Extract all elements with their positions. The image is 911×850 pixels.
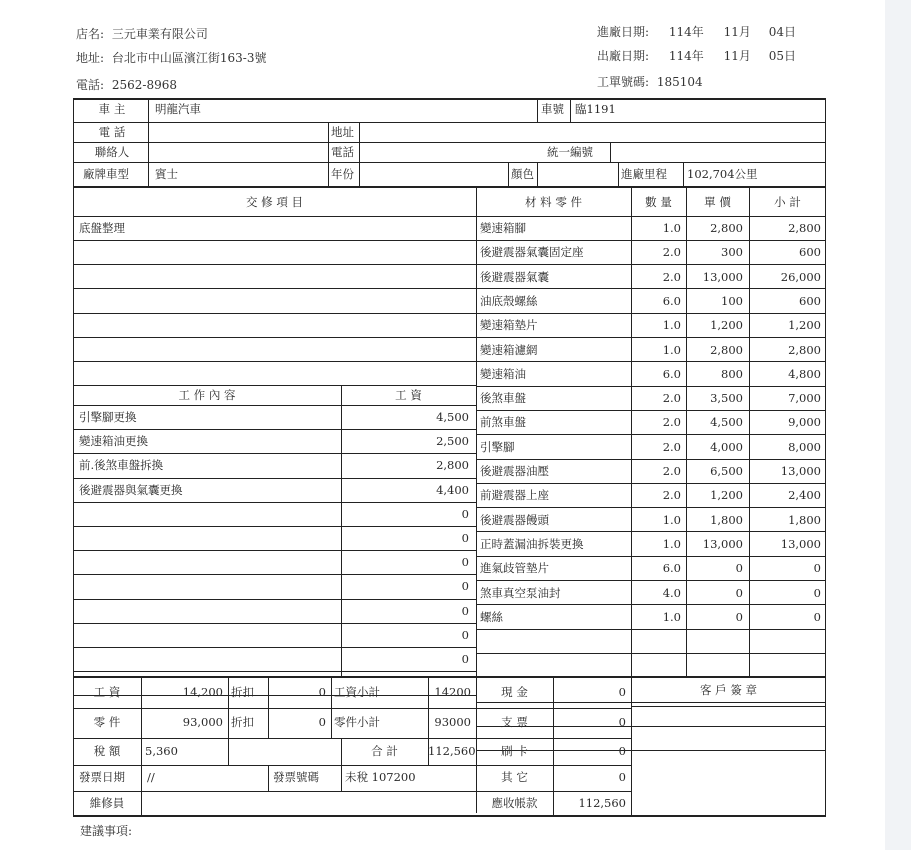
grid-line xyxy=(73,313,476,314)
grid-line xyxy=(73,429,476,430)
part-qty: 1.0 xyxy=(662,318,681,333)
part-price: 1,800 xyxy=(710,512,743,527)
part-qty: 2.0 xyxy=(662,464,681,478)
repair-item: 底盤整理 xyxy=(79,221,125,235)
other-label: 其 它 xyxy=(501,770,528,784)
part-price: 2,800 xyxy=(710,342,743,357)
work-wage: 0 xyxy=(461,603,469,618)
part-price: 6,500 xyxy=(710,464,743,478)
grid-line xyxy=(476,483,826,484)
work-desc: 前.後煞車盤拆換 xyxy=(79,458,164,473)
wage-sub-label: 工資小計 xyxy=(334,685,380,699)
grid-line xyxy=(73,502,476,503)
shop-name-line xyxy=(76,25,208,42)
grid-line xyxy=(73,288,476,289)
grid-line xyxy=(73,337,476,338)
grid-line xyxy=(73,574,476,575)
parts-total: 93,000 xyxy=(182,715,223,729)
part-subtotal: 600 xyxy=(799,245,821,260)
wage-sub: 14200 xyxy=(434,685,471,699)
part-subtotal: 26,000 xyxy=(780,269,821,284)
part-subtotal: 7,000 xyxy=(788,391,821,406)
grid-line xyxy=(73,647,476,648)
out-date-line xyxy=(597,47,796,64)
grid-line xyxy=(268,676,269,738)
in-date-month: 11月 xyxy=(723,25,751,39)
grid-line xyxy=(476,288,826,289)
work-wage: 2,500 xyxy=(436,434,469,449)
part-name: 前煞車盤 xyxy=(480,415,526,430)
grid-line xyxy=(73,765,476,766)
part-price: 300 xyxy=(721,245,743,260)
work-wage: 4,500 xyxy=(436,410,469,424)
part-qty: 2.0 xyxy=(662,488,681,503)
phone2-label: 電話 xyxy=(331,145,354,159)
year-label: 年份 xyxy=(331,167,354,181)
grid-line xyxy=(537,98,538,122)
shop-phone-line xyxy=(76,76,177,93)
parts-header: 材 料 零 件 xyxy=(525,195,582,209)
order-no: 185104 xyxy=(656,75,703,89)
grid-line xyxy=(476,604,826,605)
part-subtotal: 2,400 xyxy=(788,488,821,503)
part-subtotal: 0 xyxy=(813,561,821,576)
grid-line xyxy=(476,629,826,630)
part-subtotal: 2,800 xyxy=(788,342,821,357)
grid-line xyxy=(228,676,229,765)
card-label: 刷 卡 xyxy=(501,744,528,758)
part-price: 100 xyxy=(721,293,743,308)
check-value: 0 xyxy=(618,715,626,729)
repair-order-form xyxy=(73,98,826,816)
in-date-year: 114年 xyxy=(668,25,704,39)
work-wage: 4,400 xyxy=(436,482,469,497)
part-qty: 2.0 xyxy=(662,391,681,406)
out-date-label: 出廠日期: xyxy=(597,49,650,63)
grid-line xyxy=(73,142,826,143)
grid-line xyxy=(631,706,826,707)
part-name: 進氣歧管墊片 xyxy=(480,561,549,576)
out-date-year: 114年 xyxy=(668,49,704,63)
other-value: 0 xyxy=(618,770,626,784)
order-no-label: 工單號碼: xyxy=(597,75,650,89)
part-name: 變速箱腳 xyxy=(480,221,526,235)
invoice-no-label: 發票號碼 xyxy=(273,770,319,784)
invoice-date-label: 發票日期 xyxy=(79,770,125,784)
phone-label: 電 話 xyxy=(98,125,126,139)
part-name: 變速箱墊片 xyxy=(480,318,538,333)
invoice-no: 未稅 107200 xyxy=(345,770,416,784)
grid-line xyxy=(148,98,149,186)
part-qty: 1.0 xyxy=(662,536,681,551)
grid-line xyxy=(618,162,619,186)
wage-header: 工 資 xyxy=(395,388,422,402)
grid-line xyxy=(683,162,684,186)
part-price: 13,000 xyxy=(702,536,743,551)
part-name: 變速箱油 xyxy=(480,366,526,381)
work-wage: 0 xyxy=(461,555,469,570)
out-date-month: 11月 xyxy=(723,49,751,63)
part-qty: 4.0 xyxy=(662,585,681,600)
part-qty: 2.0 xyxy=(662,245,681,260)
parts-sub: 93000 xyxy=(434,715,471,729)
grid-line xyxy=(73,122,826,123)
grid-line xyxy=(73,815,826,817)
page-edge-strip xyxy=(885,0,911,850)
grid-line xyxy=(631,676,632,815)
grid-line xyxy=(476,702,826,703)
part-name: 變速箱濾網 xyxy=(480,342,538,357)
work-header: 工 作 內 容 xyxy=(178,388,236,402)
work-desc: 變速箱油更換 xyxy=(79,434,148,449)
grid-line xyxy=(476,531,826,532)
parts-discount: 0 xyxy=(318,715,326,729)
grid-line xyxy=(73,264,476,265)
grid-line xyxy=(73,599,476,600)
cash-value: 0 xyxy=(618,685,626,699)
qty-header: 數 量 xyxy=(645,195,672,209)
owner-value: 明龍汽車 xyxy=(155,102,201,116)
receivable-value: 112,560 xyxy=(578,796,626,810)
grid-line xyxy=(341,765,342,791)
out-date-day: 05日 xyxy=(768,49,796,63)
wage-total: 14,200 xyxy=(182,685,223,699)
address-label: 地址 xyxy=(331,125,354,139)
grid-line xyxy=(73,361,476,362)
part-name: 前避震器上座 xyxy=(480,488,549,503)
part-subtotal: 600 xyxy=(799,293,821,308)
grid-line xyxy=(73,162,826,163)
grid-line xyxy=(476,361,826,362)
unit-price-header: 單 價 xyxy=(704,195,731,209)
grid-line xyxy=(476,580,826,581)
mileage-label: 進廠里程 xyxy=(621,167,667,181)
repair-items-header: 交 修 項 目 xyxy=(246,195,303,209)
grid-line xyxy=(476,434,826,435)
shop-address-label: 地址: xyxy=(76,51,105,65)
grid-line xyxy=(359,122,360,186)
grid-line xyxy=(476,410,826,411)
work-wage: 0 xyxy=(461,531,469,545)
in-date-line xyxy=(597,23,796,40)
grid-line xyxy=(73,453,476,454)
work-wage: 0 xyxy=(461,627,469,642)
part-price: 0 xyxy=(735,585,743,600)
grid-line xyxy=(73,385,476,386)
shop-name: 三元車業有限公司 xyxy=(111,27,208,41)
part-qty: 6.0 xyxy=(662,366,681,381)
signature-label: 客 戶 簽 章 xyxy=(700,683,757,697)
subtotal-header: 小 計 xyxy=(774,195,801,209)
grid-line xyxy=(73,671,476,672)
wage-discount: 0 xyxy=(318,685,326,699)
part-qty: 2.0 xyxy=(662,415,681,430)
part-name: 後避震器油壓 xyxy=(480,464,549,478)
grid-line xyxy=(73,791,476,792)
grid-line xyxy=(73,676,826,678)
parts-discount-label: 折扣 xyxy=(231,715,254,729)
part-qty: 2.0 xyxy=(662,439,681,454)
parts-total-label: 零 件 xyxy=(93,715,121,729)
grid-line xyxy=(476,313,826,314)
part-name: 後避震器氣囊固定座 xyxy=(480,245,584,260)
plate-value: 臨1191 xyxy=(575,102,616,116)
part-price: 0 xyxy=(735,561,743,576)
mileage-value: 102,704公里 xyxy=(687,167,758,181)
part-subtotal: 1,800 xyxy=(788,512,821,527)
grid-line xyxy=(476,556,826,557)
grid-line xyxy=(73,98,826,100)
part-subtotal: 1,200 xyxy=(788,318,821,333)
grid-line xyxy=(268,765,269,791)
tax-id-label: 統一編號 xyxy=(547,145,593,159)
grid-line xyxy=(73,550,476,551)
part-qty: 2.0 xyxy=(662,269,681,284)
grid-line xyxy=(73,623,476,624)
part-qty: 1.0 xyxy=(662,512,681,527)
grid-line xyxy=(476,386,826,387)
grid-line xyxy=(73,240,476,241)
part-qty: 1.0 xyxy=(662,342,681,357)
grid-line xyxy=(73,526,476,527)
part-price: 0 xyxy=(735,609,743,624)
part-name: 後避震器氣囊 xyxy=(480,269,549,284)
part-price: 3,500 xyxy=(710,391,743,406)
model-value: 賓士 xyxy=(155,167,178,181)
part-price: 4,000 xyxy=(710,439,743,454)
plate-label: 車號 xyxy=(541,102,564,116)
part-name: 後避震器饅頭 xyxy=(480,512,549,527)
grid-line xyxy=(476,653,826,654)
grid-line xyxy=(476,507,826,508)
part-name: 引擎腳 xyxy=(480,439,515,454)
receivable-label: 應收帳款 xyxy=(491,796,538,810)
card-value: 0 xyxy=(618,744,626,758)
part-price: 13,000 xyxy=(702,269,743,284)
part-name: 後煞車盤 xyxy=(480,391,526,406)
grid-line xyxy=(331,676,332,738)
sum-label: 合 計 xyxy=(371,744,398,758)
check-label: 支 票 xyxy=(501,715,528,729)
part-qty: 6.0 xyxy=(662,561,681,576)
grid-line xyxy=(476,240,826,241)
grid-line xyxy=(476,264,826,265)
parts-sub-label: 零件小計 xyxy=(334,715,380,729)
shop-address: 台北市中山區濱江街163-3號 xyxy=(111,51,267,65)
part-subtotal: 13,000 xyxy=(780,536,821,551)
part-name: 煞車真空泵油封 xyxy=(480,585,561,600)
part-price: 2,800 xyxy=(710,221,743,235)
in-date-label: 進廠日期: xyxy=(597,25,650,39)
work-wage: 0 xyxy=(461,652,469,666)
owner-label: 車 主 xyxy=(98,102,126,116)
tax-value: 5,360 xyxy=(145,744,178,758)
grid-line xyxy=(610,142,611,162)
part-subtotal: 13,000 xyxy=(780,464,821,478)
work-wage: 0 xyxy=(461,579,469,594)
color-label: 顏色 xyxy=(511,167,534,181)
grid-line xyxy=(537,162,538,186)
grid-line xyxy=(73,738,476,739)
grid-line xyxy=(508,162,509,186)
part-qty: 1.0 xyxy=(662,609,681,624)
shop-name-label: 店名: xyxy=(76,27,105,41)
in-date-day: 04日 xyxy=(768,25,796,39)
grid-line xyxy=(476,337,826,338)
part-subtotal: 4,800 xyxy=(788,366,821,381)
wage-discount-label: 折扣 xyxy=(231,685,254,699)
wage-total-label: 工 資 xyxy=(93,685,121,699)
work-wage: 0 xyxy=(461,506,469,521)
tax-label: 稅 額 xyxy=(93,744,121,758)
part-name: 正時蓋漏油拆裝更換 xyxy=(480,536,584,551)
order-no-line xyxy=(597,73,703,90)
part-price: 1,200 xyxy=(710,318,743,333)
part-name: 螺絲 xyxy=(480,609,503,624)
part-price: 1,200 xyxy=(710,488,743,503)
mechanic-label: 維修員 xyxy=(89,796,125,810)
shop-phone: 2562-8968 xyxy=(111,78,178,92)
cash-label: 現 金 xyxy=(501,685,528,699)
shop-phone-label: 電話: xyxy=(76,78,105,92)
work-wage: 2,800 xyxy=(436,458,469,473)
sum-value: 112,560 xyxy=(428,744,476,758)
shop-address-line xyxy=(76,49,266,66)
grid-line xyxy=(476,459,826,460)
suggestion-label: 建議事項: xyxy=(80,824,133,838)
invoice-date: // xyxy=(147,770,155,784)
work-desc: 後避震器與氣囊更換 xyxy=(79,482,183,497)
grid-line xyxy=(328,122,329,186)
part-subtotal: 0 xyxy=(813,585,821,600)
grid-line xyxy=(73,405,476,406)
part-price: 800 xyxy=(721,366,743,381)
grid-line xyxy=(73,708,476,709)
grid-line xyxy=(73,216,826,217)
part-price: 4,500 xyxy=(710,415,743,430)
work-desc: 引擎腳更換 xyxy=(79,410,137,424)
contact-label: 聯絡人 xyxy=(94,145,130,159)
part-qty: 1.0 xyxy=(662,221,681,235)
part-subtotal: 0 xyxy=(813,609,821,624)
grid-line xyxy=(73,478,476,479)
part-name: 油底殼螺絲 xyxy=(480,293,538,308)
grid-line xyxy=(73,186,826,188)
grid-line xyxy=(570,98,571,122)
part-subtotal: 9,000 xyxy=(788,415,821,430)
part-subtotal: 2,800 xyxy=(788,221,821,235)
model-label: 廠牌車型 xyxy=(83,167,129,181)
part-qty: 6.0 xyxy=(662,293,681,308)
part-subtotal: 8,000 xyxy=(788,439,821,454)
